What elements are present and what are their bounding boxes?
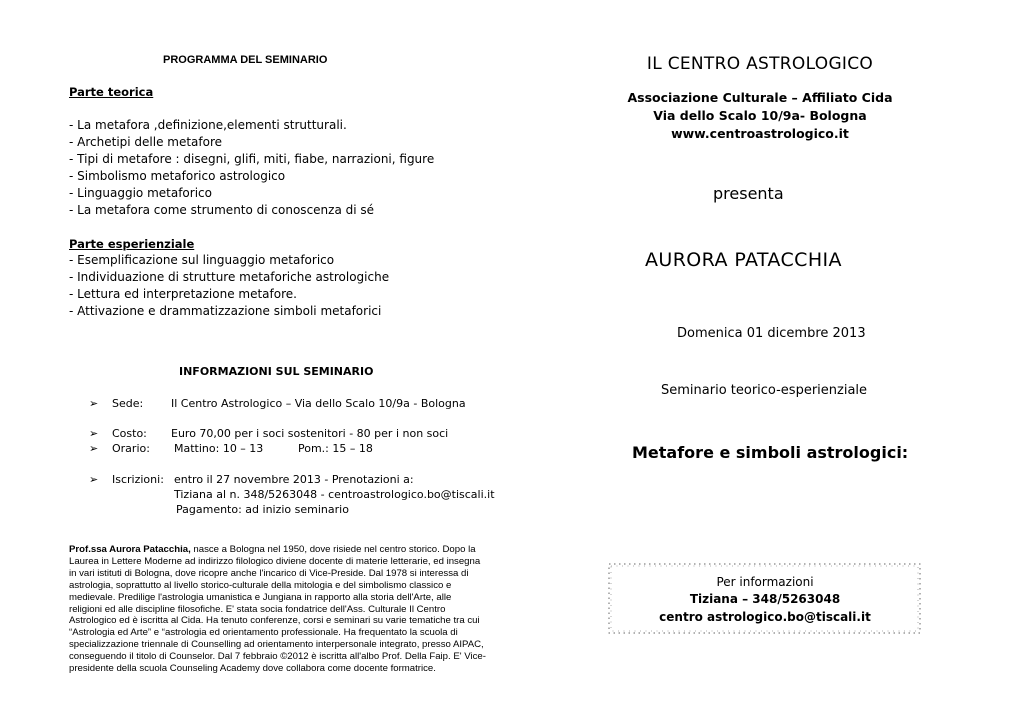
orario-pom: Pom.: 15 – 18 [298,442,373,455]
bullet-arrow-icon: ➢ [89,427,99,440]
bullet-arrow-icon: ➢ [89,473,99,486]
list-item: - Attivazione e drammatizzazione simboli metaforici [69,304,382,318]
bullet-arrow-icon: ➢ [89,442,99,455]
parte-esperienziale-list [69,252,389,320]
list-item: - Tipi di metafore : disegni, glifi, miti, fiabe, narrazioni, figure [69,152,435,166]
bio-name: Prof.ssa Aurora Patacchia, [69,544,191,555]
list-item: - Esemplificazione sul linguaggio metaforico [69,253,335,267]
box-line-1: Per informazioni [716,575,814,589]
speaker-name: AURORA PATACCHIA [645,249,842,271]
sede-value: Il Centro Astrologico – Via dello Scalo 10/9a - Bologna [171,397,466,410]
box-line-2: Tiziana – 348/5263048 [689,592,841,606]
orario-label: Orario: [112,442,150,455]
list-item: - La metafora ,definizione,elementi strutturali. [69,118,347,132]
costo-value: Euro 70,00 per i soci sostenitori - 80 per i non soci [171,427,449,440]
seminar-title: Metafore e simboli astrologici: [632,443,909,462]
parte-teorica-heading: Parte teorica [69,85,154,99]
speaker-bio [69,544,487,675]
info-box [607,561,923,635]
list-item: - La metafora come strumento di conoscenza di sé [69,203,375,217]
event-date: Domenica 01 dicembre 2013 [677,326,866,341]
bio-text: nasce a Bologna nel 1950, dove risiede nel centro storico. Dopo la Laurea in Lettere Moderne ad indirizzo filologico diviene docente di materie letterarie, ed insegna in vari istituti di Bologna, dove ricopre anche l'incarico di Vice-Preside. Dal 1978 si interessa di astrologia, soprattutto al livello storico-culturale della mitologia e del simbolismo classico e medievale. Predilige l'astrologia umanistica e Jungiana in rapporto alla storia dell'Arte, alle religioni ed alle discipline filosofiche. E' stata socia fondatrice dell'Ass. Culturale Il Centro Astrologico ed è iscritta al Cida. Ha tenuto conferenze, corsi e seminari su varie tematiche tra cui “Astrologia ed Arte” e “astrologia ed orientamento professionale. Ha frequentato la scuola di specializzazione triennale di Counselling ad orientamento interpersonale integrato, presso AIPAC, conseguendo il titolo di Counselor. Dal 7 febbraio ©2012 è iscritta all'albo Prof. Della Faip. E' Vice-presidente della scuola Counseling Academy dove collabora come docente formatrice. [69,544,486,675]
list-item: - Individuazione di strutture metaforiche astrologiche [69,270,390,284]
box-line-3: centro astrologico.bo@tiscali.it [659,610,871,624]
org-title: IL CENTRO ASTROLOGICO [646,54,874,74]
list-item: - Archetipi delle metafore [69,135,223,149]
list-item: - Linguaggio metaforico [69,186,212,200]
iscrizioni-contact: Tiziana al n. 348/5263048 - centroastrologico.bo@tiscali.it [174,488,495,501]
org-line-1: Associazione Culturale – Affiliato Cida [627,90,893,105]
iscrizioni-label: Iscrizioni: [112,473,164,486]
sede-label: Sede: [112,397,144,410]
bullet-arrow-icon: ➢ [89,397,99,410]
iscrizioni-payment: Pagamento: ad inizio seminario [176,503,349,516]
costo-label: Costo: [112,427,147,440]
orario-value: Mattino: 10 – 13 [174,442,264,455]
parte-teorica-list [69,117,434,219]
seminar-type: Seminario teorico-esperienziale [661,383,868,398]
list-item: - Simbolismo metaforico astrologico [69,169,286,183]
list-item: - Lettura ed interpretazione metafore. [69,287,297,301]
iscrizioni-value: entro il 27 novembre 2013 - Prenotazioni a: [174,473,414,486]
program-title: PROGRAMMA DEL SEMINARIO [163,54,328,66]
parte-esperienziale-heading: Parte esperienziale [69,237,195,251]
presenta-text: presenta [713,184,784,203]
info-title: INFORMAZIONI SUL SEMINARIO [179,365,374,378]
org-website: www.centroastrologico.it [671,126,849,141]
org-line-2: Via dello Scalo 10/9a- Bologna [653,108,867,123]
